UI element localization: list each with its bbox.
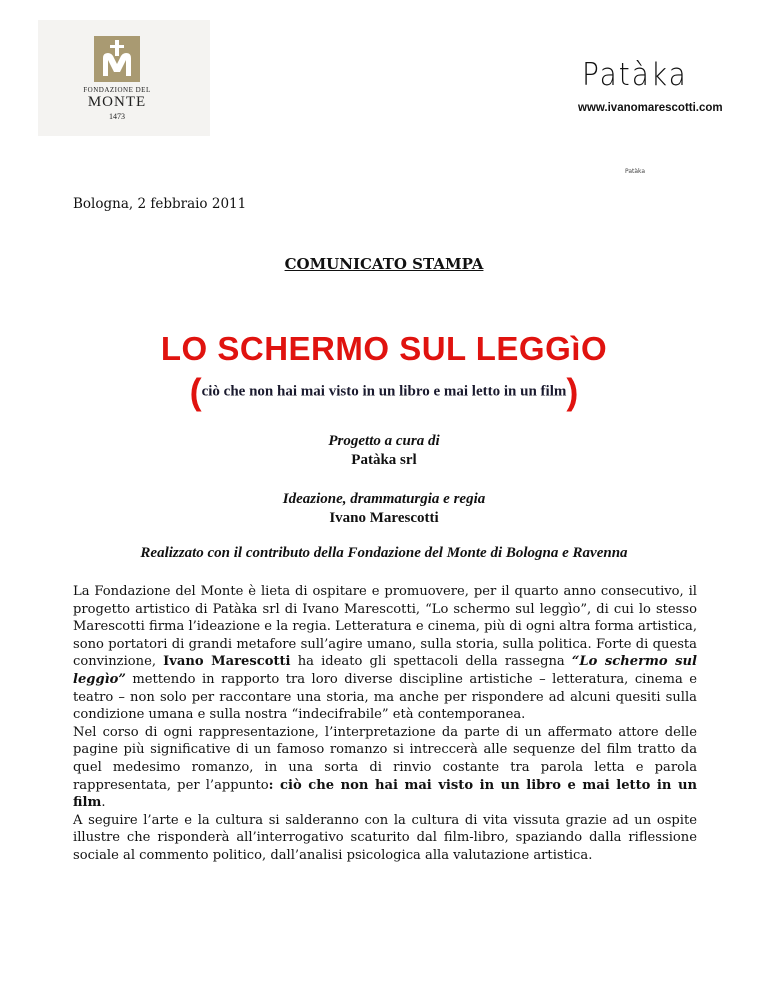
pataka-url: www.ivanomarescotti.com bbox=[578, 102, 723, 114]
document-date: Bologna, 2 febbraio 2011 bbox=[73, 196, 247, 212]
pataka-small-logo: Patàka bbox=[625, 168, 646, 175]
press-release-body bbox=[73, 583, 697, 865]
p1-title: “Lo schermo sul leggìo” bbox=[73, 654, 697, 687]
realizzato-line: Realizzato con il contributo della Fondazione del Monte di Bologna e Ravenna bbox=[140, 545, 628, 561]
p1-text-b: ha ideato gli spettacoli della rassegna bbox=[290, 654, 572, 670]
p1-text-a: La Fondazione del Monte è lieta di ospitare e promuovere, per il quarto anno consecutivo, il progetto artistico di Patàka srl di Ivano Marescotti, “Lo schermo sul leggìo”, di cui lo stesso Marescotti firma l’ideazione e la regia. Letteratura e cinema, più di ogni altra forma artistica, sono portatori di grandi metafore sull’agire umano, sulla storia, sulla politica. Forte di questa convinzione, bbox=[73, 584, 697, 670]
paragraph-1 bbox=[73, 583, 697, 724]
progetto-label: Progetto a cura di bbox=[328, 433, 440, 449]
subtitle-close-paren: ) bbox=[566, 371, 579, 412]
subtitle-text: ciò che non hai mai visto in un libro e mai letto in un film bbox=[201, 383, 567, 400]
paragraph-2 bbox=[73, 724, 697, 812]
fondazione-emblem-icon bbox=[94, 36, 140, 82]
p2-text-a: Nel corso di ogni rappresentazione, l’interpretazione da parte di un affermato attore delle pagine più significative di un famoso romanzo si intreccerà alle sequenze del film tratto da quel medesimo romanzo, in una sorta di rinvio costante tra parola letta e parola rappresentata, per l’appunto bbox=[73, 724, 697, 793]
p1-text-c: mettendo in rapporto tra loro diverse discipline artistiche – letteratura, cinema e teatro – non solo per raccontare una storia, ma anche per rispondere ad alcuni quesiti sulla condizione umana e sulla nostra “indecifrabile” età contemporanea. bbox=[73, 671, 697, 723]
subtitle-open-paren: ( bbox=[189, 371, 202, 412]
ideazione-value: Ivano Marescotti bbox=[329, 510, 439, 526]
p1-name: Ivano Marescotti bbox=[163, 654, 291, 670]
event-title: LO SCHERMO SUL LEGGìO bbox=[160, 330, 608, 367]
logo-line-3: 1473 bbox=[109, 112, 125, 121]
ideazione-label: Ideazione, drammaturgia e regia bbox=[282, 491, 486, 507]
event-subtitle bbox=[0, 371, 768, 412]
logo-line-1: FONDAZIONE DEL bbox=[83, 86, 151, 94]
p2-bold: : ciò che non hai mai visto in un libro e mai letto in un film bbox=[73, 777, 697, 811]
document-heading: COMUNICATO STAMPA bbox=[284, 255, 484, 273]
paragraph-3: A seguire l’arte e la cultura si salderanno con la cultura di vita vissuta grazie ad un ospite illustre che risponderà all’interrogativo scaturito dal film-libro, spaziando dalla riflessione sociale al commento politico, dall’analisi psicologica alla valutazione artistica. bbox=[73, 812, 697, 863]
p2-end: . bbox=[101, 795, 106, 811]
logo-line-2: MONTE bbox=[87, 94, 147, 110]
pataka-logo: Patàka bbox=[582, 56, 688, 93]
progetto-value: Patàka srl bbox=[351, 452, 417, 468]
